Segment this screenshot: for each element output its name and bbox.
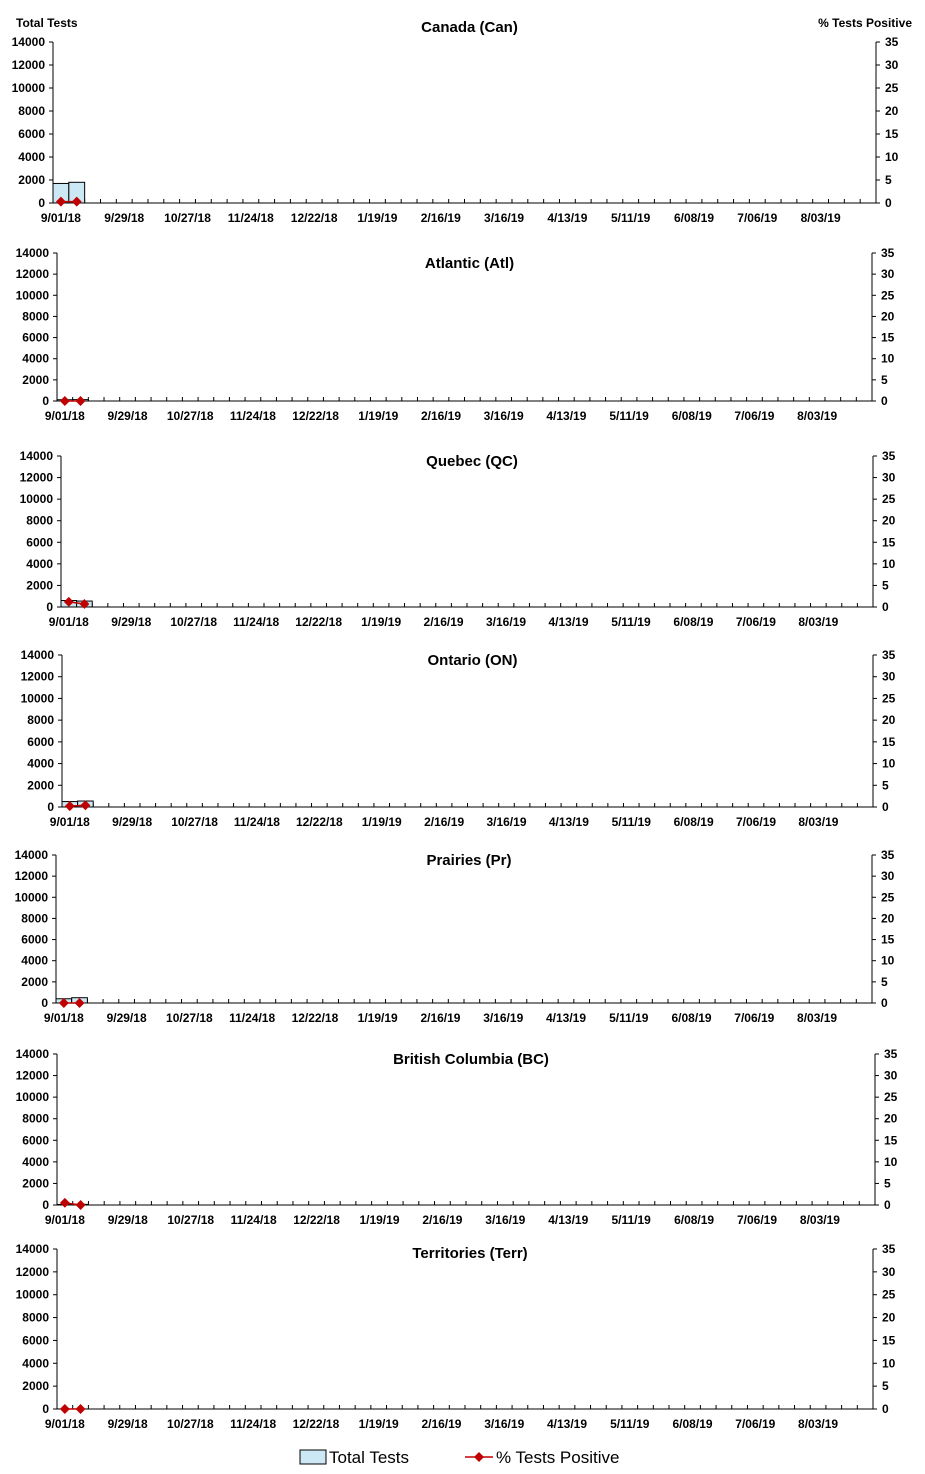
x-tick-label: 10/27/18 bbox=[166, 1011, 213, 1025]
y-tick-label: 12000 bbox=[15, 1264, 49, 1279]
y-tick-label: 12000 bbox=[15, 1068, 49, 1083]
x-tick-label: 5/11/19 bbox=[609, 409, 649, 423]
y-tick-label: 8000 bbox=[22, 1310, 49, 1325]
x-tick-label: 6/08/19 bbox=[673, 211, 715, 225]
x-tick-label: 5/11/19 bbox=[609, 1011, 649, 1025]
x-tick-label: 10/27/18 bbox=[164, 211, 211, 225]
x-tick-label: 6/08/19 bbox=[671, 1011, 712, 1025]
y-tick-label: 14000 bbox=[15, 246, 49, 260]
x-tick-label: 10/27/18 bbox=[170, 615, 218, 629]
x-tick-label: 1/19/19 bbox=[358, 1417, 399, 1431]
x-tick-label: 7/06/19 bbox=[737, 211, 778, 225]
y-tick-label: 8000 bbox=[26, 513, 53, 528]
x-tick-label: 7/06/19 bbox=[736, 815, 777, 829]
x-tick-label: 10/27/18 bbox=[171, 815, 218, 829]
y2-tick-label: 20 bbox=[885, 104, 899, 118]
y-tick-label: 2000 bbox=[21, 974, 48, 989]
x-tick-label: 2/16/19 bbox=[420, 211, 461, 225]
y2-tick-label: 5 bbox=[881, 372, 888, 387]
x-tick-label: 3/16/19 bbox=[484, 211, 525, 225]
y-tick-label: 10000 bbox=[15, 288, 49, 303]
x-tick-label: 8/03/19 bbox=[799, 1213, 840, 1227]
y2-tick-label: 25 bbox=[885, 81, 899, 95]
x-tick-label: 6/08/19 bbox=[673, 615, 714, 629]
y2-tick-label: 30 bbox=[881, 267, 895, 282]
y-tick-label: 12000 bbox=[15, 267, 49, 282]
x-tick-label: 4/13/19 bbox=[545, 1011, 587, 1025]
panel-title: Ontario (ON) bbox=[427, 652, 518, 669]
y2-tick-label: 15 bbox=[882, 734, 896, 749]
x-tick-label: 12/22/18 bbox=[290, 211, 338, 225]
y2-tick-label: 30 bbox=[882, 470, 896, 485]
x-tick-label: 10/27/18 bbox=[167, 1213, 215, 1227]
y-tick-label: 10000 bbox=[19, 492, 53, 507]
y-tick-label: 6000 bbox=[18, 127, 45, 141]
y2-tick-label: 5 bbox=[881, 974, 888, 989]
x-tick-label: 11/24/18 bbox=[233, 615, 280, 629]
panel-title: Prairies (Pr) bbox=[426, 852, 512, 869]
y-tick-label: 10000 bbox=[15, 1090, 49, 1105]
y2-tick-label: 5 bbox=[885, 173, 892, 187]
x-tick-label: 2/16/19 bbox=[424, 815, 465, 829]
x-tick-label: 7/06/19 bbox=[735, 1417, 776, 1431]
y-tick-label: 4000 bbox=[22, 1154, 49, 1169]
y2-tick-label: 35 bbox=[882, 1242, 896, 1256]
x-tick-label: 9/29/18 bbox=[112, 815, 153, 829]
x-tick-label: 3/16/19 bbox=[486, 815, 527, 829]
y-tick-label: 4000 bbox=[21, 953, 48, 968]
x-tick-label: 11/24/18 bbox=[227, 211, 274, 225]
y-tick-label: 0 bbox=[42, 1198, 49, 1212]
point-tests-positive bbox=[60, 396, 70, 406]
x-tick-label: 11/24/18 bbox=[229, 1011, 276, 1025]
point-tests-positive bbox=[76, 396, 86, 406]
y-tick-label: 0 bbox=[42, 1402, 49, 1416]
y-tick-label: 8000 bbox=[21, 911, 48, 926]
x-tick-label: 11/24/18 bbox=[233, 815, 280, 829]
chart-legend bbox=[0, 1440, 925, 1474]
x-tick-label: 11/24/18 bbox=[230, 1417, 277, 1431]
x-tick-label: 5/11/19 bbox=[611, 815, 651, 829]
y2-tick-label: 5 bbox=[884, 1176, 891, 1191]
y2-tick-label: 10 bbox=[881, 351, 895, 366]
y2-tick-label: 20 bbox=[882, 513, 896, 528]
y-tick-label: 0 bbox=[47, 800, 54, 814]
y2-tick-label: 35 bbox=[882, 648, 896, 662]
x-tick-label: 5/11/19 bbox=[610, 211, 651, 225]
y2-tick-label: 0 bbox=[881, 996, 888, 1010]
y-tick-label: 14000 bbox=[15, 1242, 49, 1256]
y-tick-label: 6000 bbox=[21, 932, 48, 947]
y-tick-label: 6000 bbox=[22, 330, 49, 345]
y-tick-label: 0 bbox=[41, 996, 48, 1010]
y-tick-label: 12000 bbox=[14, 869, 48, 884]
x-tick-label: 1/19/19 bbox=[359, 1213, 400, 1227]
y2-tick-label: 30 bbox=[881, 869, 895, 884]
x-tick-label: 12/22/18 bbox=[291, 1011, 339, 1025]
x-tick-label: 8/03/19 bbox=[797, 409, 838, 423]
x-tick-label: 1/19/19 bbox=[357, 211, 398, 225]
x-tick-label: 9/01/18 bbox=[48, 615, 89, 629]
legend-line-marker bbox=[474, 1452, 484, 1462]
x-tick-label: 8/03/19 bbox=[798, 615, 839, 629]
x-tick-label: 12/22/18 bbox=[293, 1213, 340, 1227]
point-tests-positive bbox=[76, 1200, 86, 1210]
x-tick-label: 6/08/19 bbox=[674, 1213, 715, 1227]
y2-tick-label: 35 bbox=[885, 35, 899, 49]
panel-title: Atlantic (Atl) bbox=[424, 255, 515, 272]
x-tick-label: 12/22/18 bbox=[295, 615, 343, 629]
y-tick-label: 14000 bbox=[20, 648, 54, 662]
x-tick-label: 9/29/18 bbox=[104, 211, 145, 225]
x-tick-label: 3/16/19 bbox=[484, 1417, 525, 1431]
x-tick-label: 8/03/19 bbox=[798, 1417, 839, 1431]
x-tick-label: 4/13/19 bbox=[548, 615, 589, 629]
x-tick-label: 11/24/18 bbox=[229, 409, 276, 423]
x-tick-label: 2/16/19 bbox=[423, 615, 464, 629]
x-tick-label: 4/13/19 bbox=[546, 1417, 588, 1431]
y2-tick-label: 0 bbox=[882, 800, 889, 814]
y-tick-label: 14000 bbox=[11, 35, 45, 49]
x-tick-label: 1/19/19 bbox=[358, 409, 399, 423]
y2-tick-label: 0 bbox=[882, 1402, 889, 1416]
x-tick-label: 4/13/19 bbox=[548, 1213, 589, 1227]
y-tick-label: 12000 bbox=[11, 58, 45, 72]
x-tick-label: 7/06/19 bbox=[735, 615, 776, 629]
x-tick-label: 4/13/19 bbox=[546, 409, 587, 423]
y-tick-label: 4000 bbox=[22, 351, 49, 366]
x-tick-label: 9/29/18 bbox=[107, 409, 148, 423]
y-tick-label: 8000 bbox=[22, 309, 49, 324]
y-tick-label: 6000 bbox=[27, 734, 54, 749]
legend-bar-label: Total Tests bbox=[329, 1448, 410, 1467]
y-tick-label: 2000 bbox=[27, 778, 54, 793]
y2-tick-label: 20 bbox=[882, 1310, 896, 1325]
x-tick-label: 9/01/18 bbox=[44, 409, 85, 423]
y2-tick-label: 0 bbox=[884, 1198, 891, 1212]
x-tick-label: 11/24/18 bbox=[230, 1213, 277, 1227]
x-tick-label: 9/29/18 bbox=[106, 1011, 147, 1025]
panel-title: Territories (Terr) bbox=[412, 1245, 528, 1262]
y2-tick-label: 20 bbox=[881, 309, 895, 324]
right-axis-title: % Tests Positive bbox=[818, 16, 912, 30]
y2-tick-label: 10 bbox=[884, 1154, 898, 1169]
x-tick-label: 3/16/19 bbox=[483, 409, 524, 423]
y2-tick-label: 0 bbox=[881, 394, 888, 408]
y2-tick-label: 35 bbox=[881, 848, 895, 862]
x-tick-label: 10/27/18 bbox=[166, 409, 214, 423]
y2-tick-label: 15 bbox=[882, 535, 896, 550]
y-tick-label: 12000 bbox=[19, 470, 53, 485]
y-tick-label: 4000 bbox=[26, 556, 53, 571]
x-tick-label: 2/16/19 bbox=[421, 1417, 462, 1431]
y2-tick-label: 5 bbox=[882, 1379, 889, 1394]
panel-title: British Columbia (BC) bbox=[393, 1051, 549, 1068]
y2-tick-label: 25 bbox=[881, 288, 895, 303]
y2-tick-label: 15 bbox=[884, 1133, 898, 1148]
x-tick-label: 9/01/18 bbox=[44, 1417, 85, 1431]
y-tick-label: 4000 bbox=[18, 150, 45, 164]
y2-tick-label: 35 bbox=[884, 1047, 898, 1061]
x-tick-label: 12/22/18 bbox=[292, 1417, 340, 1431]
y2-tick-label: 30 bbox=[884, 1068, 898, 1083]
x-tick-label: 5/11/19 bbox=[610, 1417, 650, 1431]
x-tick-label: 6/08/19 bbox=[671, 409, 712, 423]
x-tick-label: 1/19/19 bbox=[361, 815, 402, 829]
x-tick-label: 7/06/19 bbox=[734, 409, 775, 423]
y2-tick-label: 5 bbox=[882, 778, 889, 793]
y-tick-label: 10000 bbox=[11, 81, 45, 95]
x-tick-label: 9/29/18 bbox=[107, 1213, 148, 1227]
y-tick-label: 2000 bbox=[22, 1379, 49, 1394]
y2-tick-label: 35 bbox=[881, 246, 895, 260]
y2-tick-label: 25 bbox=[882, 1287, 896, 1302]
y-tick-label: 14000 bbox=[15, 1047, 49, 1061]
x-tick-label: 3/16/19 bbox=[485, 1213, 526, 1227]
y2-tick-label: 30 bbox=[885, 58, 899, 72]
y-tick-label: 6000 bbox=[22, 1133, 49, 1148]
y2-tick-label: 25 bbox=[884, 1090, 898, 1105]
y-tick-label: 10000 bbox=[15, 1287, 49, 1302]
y-tick-label: 6000 bbox=[22, 1333, 49, 1348]
y-tick-label: 4000 bbox=[22, 1356, 49, 1371]
x-tick-label: 5/11/19 bbox=[611, 615, 651, 629]
y-tick-label: 2000 bbox=[26, 578, 53, 593]
y-tick-label: 10000 bbox=[20, 691, 54, 706]
x-tick-label: 2/16/19 bbox=[420, 1011, 461, 1025]
y-tick-label: 2000 bbox=[18, 173, 45, 187]
y-tick-label: 12000 bbox=[20, 669, 54, 684]
y2-tick-label: 10 bbox=[881, 953, 895, 968]
x-tick-label: 2/16/19 bbox=[422, 1213, 463, 1227]
legend-bar-swatch bbox=[300, 1450, 326, 1464]
x-tick-label: 9/29/18 bbox=[111, 615, 152, 629]
y-tick-label: 14000 bbox=[19, 449, 53, 463]
y-tick-label: 2000 bbox=[22, 1176, 49, 1191]
y2-tick-label: 5 bbox=[882, 578, 889, 593]
y-tick-label: 10000 bbox=[14, 890, 48, 905]
y2-tick-label: 25 bbox=[882, 492, 896, 507]
x-tick-label: 1/19/19 bbox=[361, 615, 402, 629]
x-tick-label: 1/19/19 bbox=[357, 1011, 398, 1025]
y-tick-label: 8000 bbox=[18, 104, 45, 118]
y-tick-label: 8000 bbox=[22, 1111, 49, 1126]
y2-tick-label: 10 bbox=[882, 1356, 896, 1371]
x-tick-label: 3/16/19 bbox=[483, 1011, 524, 1025]
x-tick-label: 9/01/18 bbox=[40, 211, 81, 225]
point-tests-positive bbox=[76, 1404, 86, 1414]
y2-tick-label: 20 bbox=[881, 911, 895, 926]
x-tick-label: 9/01/18 bbox=[43, 1011, 84, 1025]
y-tick-label: 8000 bbox=[27, 713, 54, 728]
left-axis-title: Total Tests bbox=[16, 16, 78, 30]
y2-tick-label: 10 bbox=[885, 150, 899, 164]
x-tick-label: 4/13/19 bbox=[548, 815, 589, 829]
y-tick-label: 14000 bbox=[14, 848, 48, 862]
x-tick-label: 8/03/19 bbox=[800, 211, 841, 225]
y2-tick-label: 15 bbox=[882, 1333, 896, 1348]
x-tick-label: 9/01/18 bbox=[49, 815, 90, 829]
y2-tick-label: 20 bbox=[884, 1111, 898, 1126]
y2-tick-label: 0 bbox=[885, 196, 892, 210]
x-tick-label: 3/16/19 bbox=[486, 615, 527, 629]
y2-tick-label: 25 bbox=[881, 890, 895, 905]
x-tick-label: 8/03/19 bbox=[797, 1011, 838, 1025]
x-tick-label: 6/08/19 bbox=[672, 1417, 713, 1431]
x-tick-label: 12/22/18 bbox=[295, 815, 343, 829]
y2-tick-label: 30 bbox=[882, 1264, 896, 1279]
x-tick-label: 5/11/19 bbox=[611, 1213, 651, 1227]
x-tick-label: 7/06/19 bbox=[734, 1011, 775, 1025]
y2-tick-label: 0 bbox=[882, 600, 889, 614]
x-tick-label: 9/01/18 bbox=[44, 1213, 85, 1227]
y-tick-label: 2000 bbox=[22, 372, 49, 387]
y-tick-label: 0 bbox=[38, 196, 45, 210]
y2-tick-label: 20 bbox=[882, 713, 896, 728]
y-tick-label: 6000 bbox=[26, 535, 53, 550]
y2-tick-label: 10 bbox=[882, 756, 896, 771]
x-tick-label: 8/03/19 bbox=[798, 815, 839, 829]
y2-tick-label: 30 bbox=[882, 669, 896, 684]
y2-tick-label: 15 bbox=[885, 127, 899, 141]
x-tick-label: 4/13/19 bbox=[547, 211, 588, 225]
y2-tick-label: 10 bbox=[882, 556, 896, 571]
panel-title: Quebec (QC) bbox=[426, 453, 518, 470]
y-tick-label: 4000 bbox=[27, 756, 54, 771]
x-tick-label: 7/06/19 bbox=[736, 1213, 778, 1227]
x-tick-label: 12/22/18 bbox=[292, 409, 339, 423]
y2-tick-label: 15 bbox=[881, 330, 895, 345]
x-tick-label: 10/27/18 bbox=[167, 1417, 214, 1431]
point-tests-positive bbox=[60, 1404, 70, 1414]
x-tick-label: 6/08/19 bbox=[673, 815, 714, 829]
y-tick-label: 0 bbox=[46, 600, 53, 614]
panel-title: Canada (Can) bbox=[421, 19, 518, 36]
legend-line-label: % Tests Positive bbox=[496, 1448, 620, 1467]
y2-tick-label: 25 bbox=[882, 691, 896, 706]
y2-tick-label: 35 bbox=[882, 449, 896, 463]
x-tick-label: 2/16/19 bbox=[420, 409, 462, 423]
x-tick-label: 9/29/18 bbox=[107, 1417, 148, 1431]
point-tests-positive bbox=[60, 1198, 70, 1208]
y-tick-label: 0 bbox=[42, 394, 49, 408]
y2-tick-label: 15 bbox=[881, 932, 895, 947]
